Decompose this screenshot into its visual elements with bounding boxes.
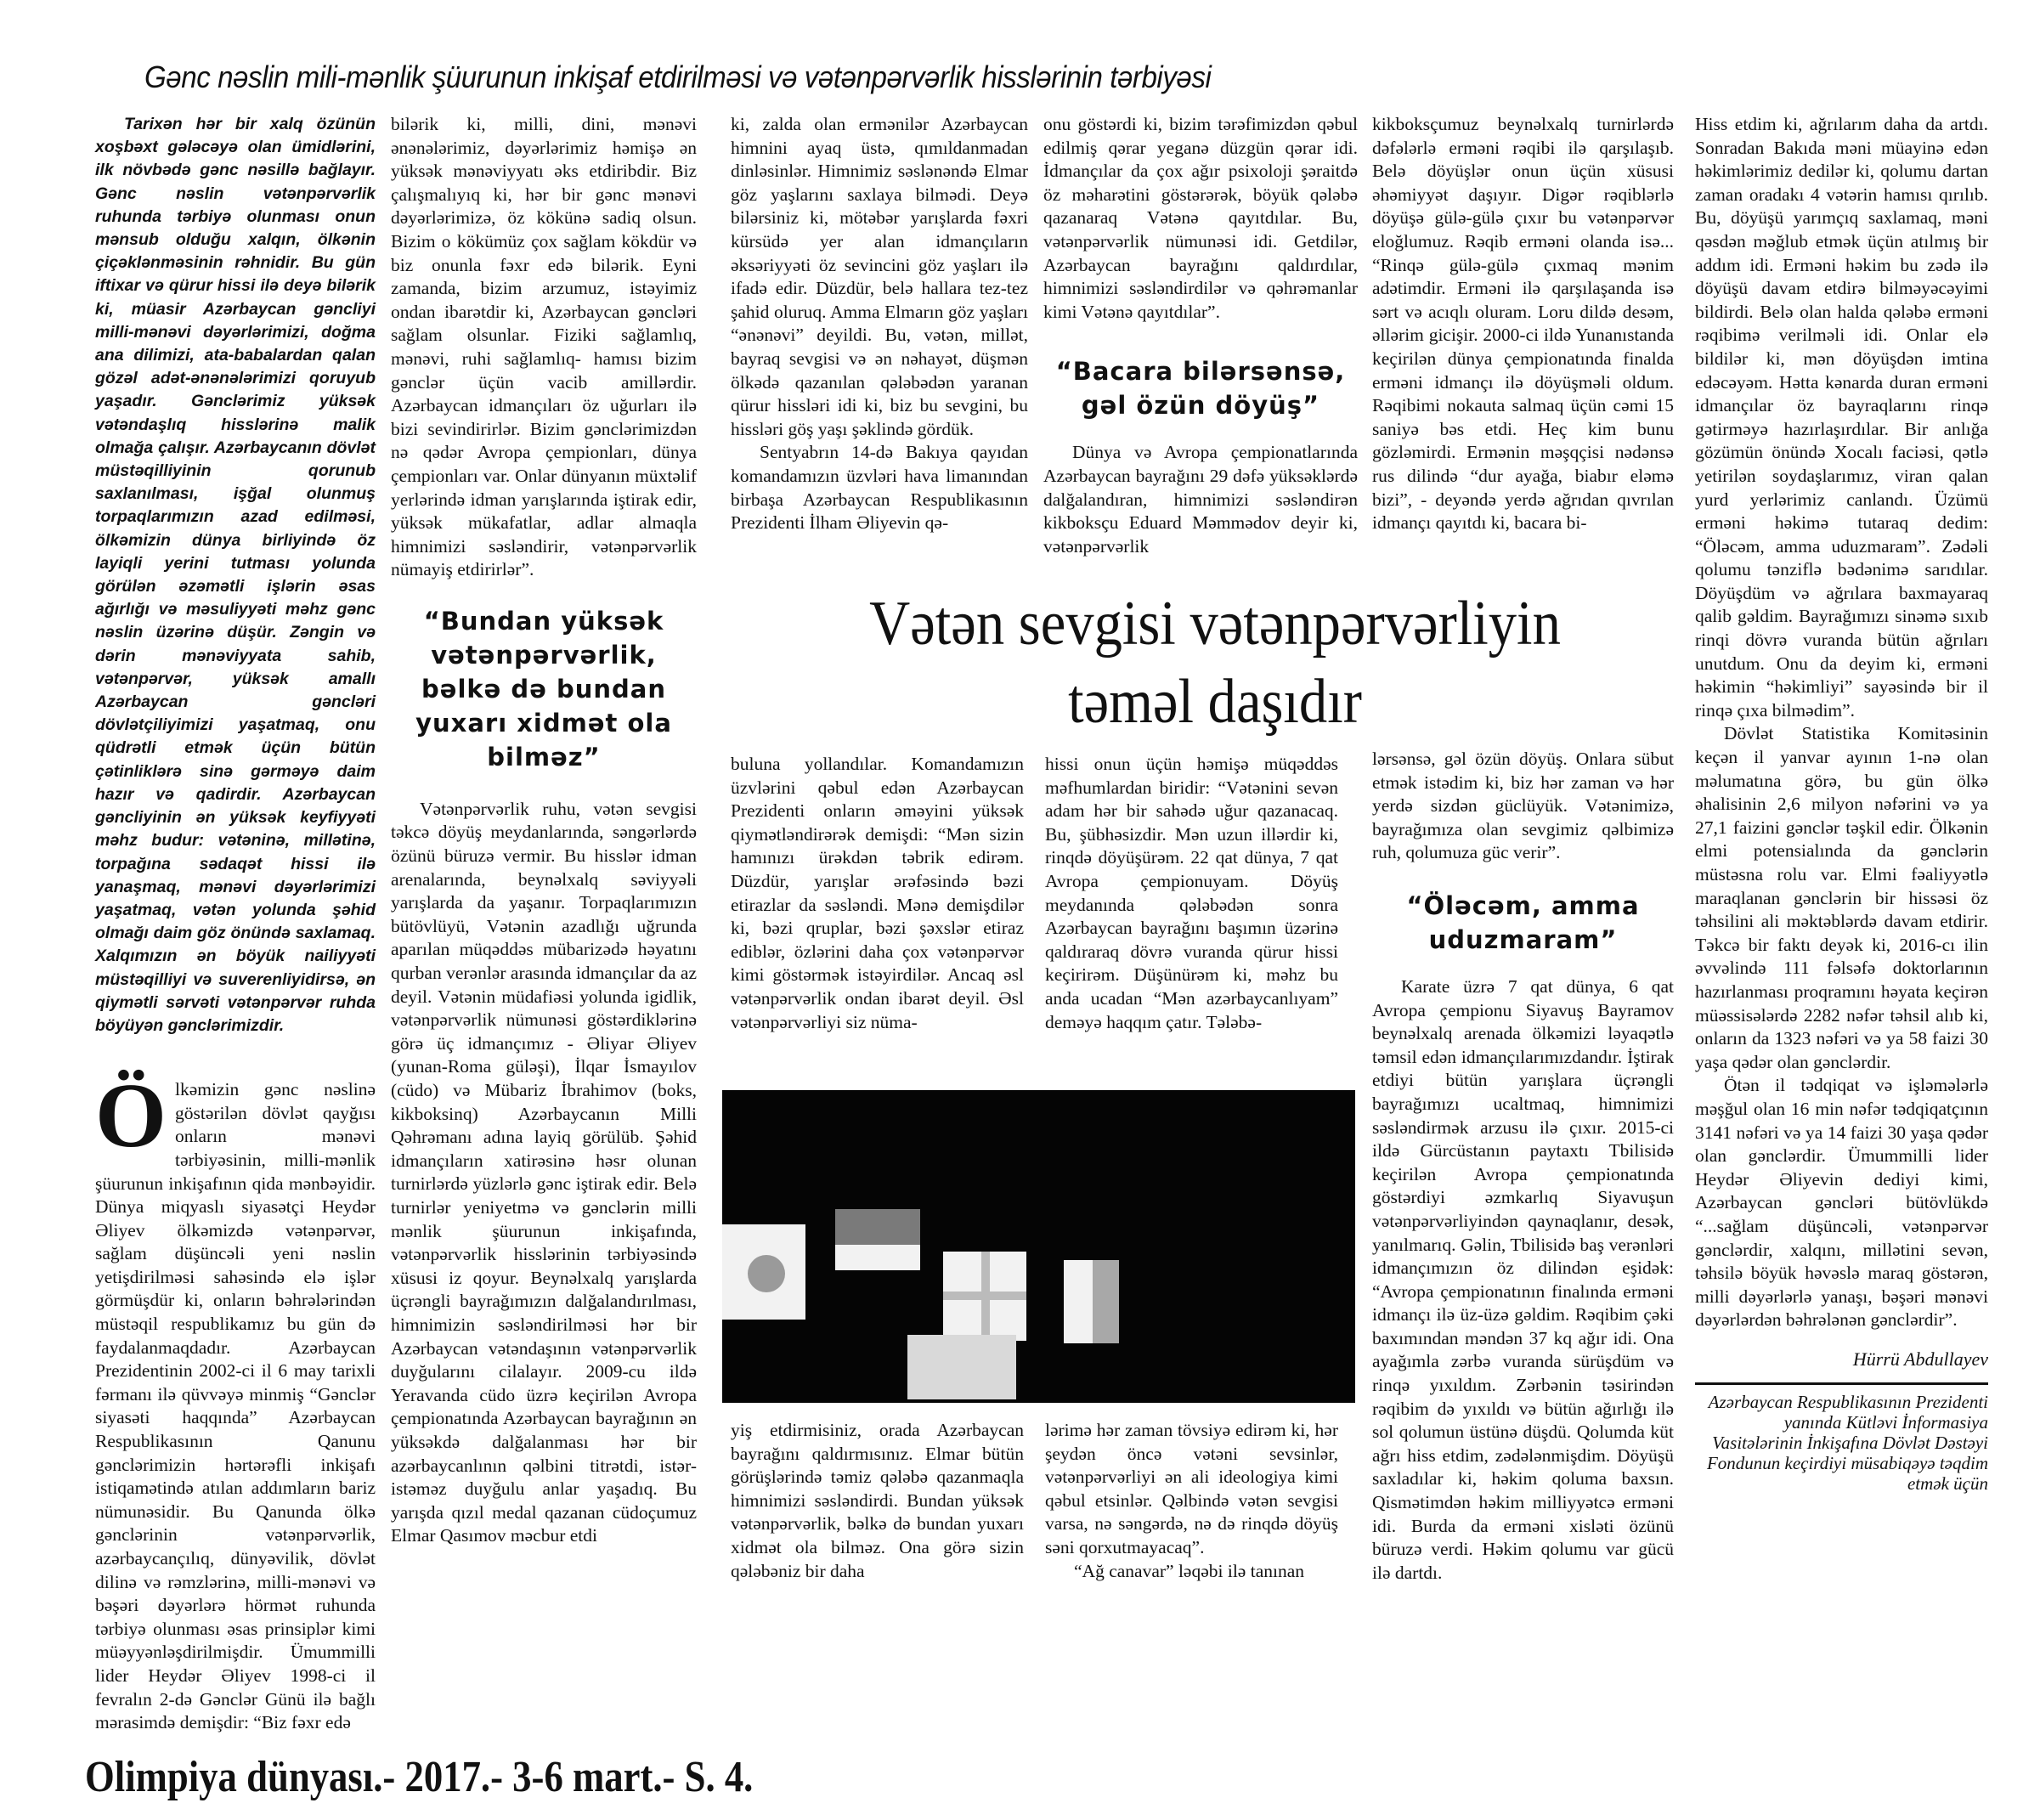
statistics-paragraph: Dövlət Statistika Komitəsinin keçən il yanvar ayının 1-nə olan məlumatına görə, bu gün ölkə əhalisinin 2,6 milyon nəfərini və ya 27,1 faizini gənclər təşkil edir. Ölkənin elmi potensialında da gənclərin müstəsna rolu var. Elmi fəaliyyətlə maraqlanan gənclərin bir hissəsi öz təhsilini ali məktəblərdə davam etdirir. Təkcə bir faktı deyək ki, 2016-cı ilin əvvəlində 111 fəlsəfə doktorlarının hazırlanması proqramını həyata keçirən müəssisələrdə 2282 nəfər təhsil alıb ki, onların da 1323 nəfəri və ya 58 faizi 30 yaşa qədər olan gənclərdir. bbox=[1695, 723, 1988, 1072]
column-5-lower bbox=[1372, 748, 1674, 1585]
intro-paragraph: Tarixən hər bir xalq özünün xoşbəxt gələcəyə olan ümidlərini, ilk növbədə gənc nəsillə bağlayır. Gənc nəslin vətənpərvərlik ruhunda tərbiyə olunması onun mənsub olduğu xalqın, ölkənin çiçəklənməsinin rəhnidir. Bu gün iftixar və qürur hissi ilə deyə bilərik ki, müasir Azərbaycan gəncliyi milli-mənəvi dəyərlərimizi, doğma ana dilimizi, ata-babalardan qalan gözəl adət-ənənələrimizi qoruyub yaşadır. Gənclərimiz yüksək vətəndaşlıq hisslərinə malik olmağa çalışır. Azərbaycanın dövlət müstəqilliyinin qorunub saxlanılması, işğal olunmuş torpaqlarımızın azad edilməsi, ölkəmizin dünya birliyində öz layiqli yerini tutması yolunda görülən əzəmətli işlərin əsas ağırlığı və məsuliyyəti məhz gənc nəslin üzərinə düşür. Zəngin və dərin mənəviyyata sahib, vətənpərvər, yüksək amallı Azərbaycan gəncləri dövlətçiliyimizi yaşatmaq, onu qüdrətli etmək üçün bütün çətinliklərə sinə gərməyə daim hazır və qadirdir. Azərbaycan gəncliyinin ən yüksək keyfiyyəti məhz budur: vətəninə, millətinə, torpağına sədaqət hissi ilə yanaşmaq, mənəvi dəyərlərimizi yaşatmaq, vətən yolunda şəhid olmağı daim göz önündə saxlamaq. Xalqımızın ən böyük nailiyyəti müstəqilliyi və suverenliyidirsə, ən qiymətli sərvəti vətənpərvər ruhda böyüyən gənclərimizdir. bbox=[95, 115, 376, 1035]
flag-azerbaijan-mid bbox=[835, 1245, 920, 1270]
column-5-body: Karate üzrə 7 qat dünya, 6 qat Avropa çempionu Siyavuş Bayramov beynəlxalq arenada ölkəmizi ləyaqətlə təmsil edən idmançılarımızdandır. İştirak etdiyi bütün yarışlara üçrəngli bayrağımızı ucaltmaq, himnimizi səsləndirmək arzusu ilə çıxır. 2015-ci ildə Gürcüstanın paytaxtı Tbilisidə keçirilən Avropa çempionatında göstərdiyi əzmkarlıq Siyavuşun vətənpərvərliyindən qaynaqlanır, desək, yanılmarıq. Gəlin, Tbilisidə baş verənləri idmançımızın öz dilindən eşidək: “Avropa çempionatının finalında erməni idmançı ilə üz-üzə gəldim. Rəqibim çəki baxımından məndən 37 kq ağır idi. Ona ayağımla zərbə vuranda sürüşdüm və rinqə yıxıldım. Zərbənin təsirindən rəqibim də yıxıldı və bütün ağırlığı ilə sol qolumun üstünə düşdü. Qolumda küt ağrı hiss etdim, zədələnmişdim. Döyüşü saxladılar ki, həkim qoluma baxsın. Qismətimdən həkim milliyyətcə erməni idi. Burda da erməni xisləti özünü büruzə verdi. Həkim qolumu var gücü ilə dartdı. bbox=[1372, 975, 1674, 1583]
column-4-top2-text: Dünya və Avropa çempionatlarında Azərbaycan bayrağını 29 dəfə yüksəklərdə dalğalandıran, himnimizi səsləndirən kikboksçu Eduard Məmmədov deyir ki, vətənpərvərlik bbox=[1043, 442, 1358, 557]
column-4-mid bbox=[1045, 753, 1338, 1034]
author-byline: Hürrü Abdullayev bbox=[1852, 1348, 1988, 1370]
footer-area bbox=[0, 1752, 2040, 1802]
column-4-top-text: onu göstərdi ki, bizim tərəfimizdən qəbul edilmiş qərar yeganə düzgün qərar idi. İdmançılar da çox ağır psixoloji şəraitdə öz məharətini göstərərək, böyük qələbə qazanaraq Vətənə qayıtdılar. Bu, vətənpərvərlik nümunəsi idi. Getdilər, Azərbaycan bayrağını qaldırdılar, himnimizi səsləndirdilər və qəhrəmanlar kimi Vətənə qayıtdılar”. bbox=[1043, 114, 1358, 322]
column-3-bottom bbox=[731, 1419, 1024, 1583]
subheading-olerem-amma-uduzmaram: “Öləcəm, amma uduzmaram” bbox=[1406, 890, 1640, 954]
column-1-body: lkəmizin gənc nəslinə göstərilən dövlət qayğısı onların mənəvi tərbiyəsinin, milli-mənlik şüurunun inkişafının qida mənbəyidir. Dünya miqyaslı siyasətçi Heydər Əliyev ölkəmizdə vətənpərvər, sağlam düşüncəli yeni nəslin yetişdirilməsi sahəsində elə işlər görmüşdür ki, onların bəhrələrindən müstəqil respublikamız bu gün də faydalanmaqdadır. Azərbaycan Prezidentinin 2002-ci il 6 may tarixli fərmanı ilə qüvvəyə minmiş “Gənclər siyasəti haqqında” Azərbaycan Respublikasının Qanunu gənclərimizin hərtərəfli inkişafı istiqamətində atılan addımların bariz nümunəsidir. Bu Qanunda ölkə gənclərinin vətənpərvərlik, azərbaycançılıq, dünyəvilik, dövlət dilinə və rəmzlərinə, milli-mənəvi və bəşəri dəyərlərə hörmət ruhunda tərbiyə olunması əsas prinsiplər kimi müəyyənləşdirilmişdir. Ümummilli lider Heydər Əliyev 1998-ci il fevralın 2-də Gənclər Günü ilə bağlı mərasimdə demişdir: “Biz fəxr edə bbox=[95, 1079, 376, 1733]
column-5-top bbox=[1372, 113, 1674, 535]
column-3-top2-text: Sentyabrın 14-də Bakıya qayıdan komandamızın üzvləri hava limanından birbaşa Azərbaycan Respublikasının Prezidenti İlham Əliyevin qə- bbox=[731, 442, 1028, 534]
column-3-top bbox=[731, 113, 1028, 535]
flag-cross-h bbox=[943, 1292, 1026, 1300]
credit-divider bbox=[1695, 1382, 1988, 1385]
source-citation: Olimpiya dünyası.- 2017.- 3-6 mart.- S. 4. bbox=[85, 1753, 754, 1801]
column-2-top: bilərik ki, milli, dini, mənəvi ənənələrimiz, dəyərlərimiz həmişə ən yüksək mənəviyyatı əks etdiribdir. Biz çalışmalıyıq ki, hər bir gənc mənəvi dəyərlərimizə, öz kökünə sadiq olsun. Bizim o kökümüz çox sağlam kökdür və biz onunla fəxr edə bilərik. Eyni zamanda, bizim arzumuz, istəyimiz ondan ibarətdir ki, Azərbaycan gəncləri sağlam olsunlar. Fiziki sağlamlıq, mənəvi, ruhi sağlamlıq- hamısı bizim gənclər üçün vacib amillərdir. Azərbaycan idmançıları öz uğurları ilə bizi sevindirirlər. Bizim gənclərimizdən nə qədər Avropa çempionları, dünya çempionları var. Onlar dünyanın müxtəlif yerlərində idman yarışlarında iştirak edir, yüksək mükafatlar, adlar almaqla himnimizi səsləndirir, vətənpərvərlik nümayiş etdirirlər”. bbox=[391, 114, 697, 580]
flag-stripe bbox=[1093, 1260, 1119, 1343]
flags-photo bbox=[722, 1090, 1355, 1403]
flag-lower bbox=[907, 1335, 1016, 1399]
column-4-top bbox=[1043, 113, 1358, 558]
flag-circle bbox=[748, 1255, 785, 1292]
column-4-bottom-text: lərimə hər zaman tövsiyə edirəm ki, hər şeydən öncə vətəni sevsinlər, vətənpərvərliyi ən ali ideologiya kimi qəbul etsinlər. Qəlbində vətən sevgisi varsa, nə səngərdə, nə də rinqdə döyüş səni qorxutmayacaq”. bbox=[1045, 1420, 1338, 1557]
headline-line-1: Vətən sevgisi vətənpərvərliyin bbox=[869, 589, 1561, 658]
flag-right bbox=[1064, 1260, 1119, 1343]
main-headline bbox=[810, 585, 1620, 741]
kicker-headline: Gənc nəslin mili-mənlik şüurunun inkişaf etdirilməsi və vətənpərvərlik hisslərinin tərbiyəsi bbox=[144, 59, 1212, 94]
column-6-top: Hiss etdim ki, ağrılarım daha da artdı. Sonradan Bakıda məni müayinə edən həkimlərimiz dedilər ki, qolumu dartan zaman oradakı 4 vətərin hamısı qırılıb. Bu, döyüşü yarımçıq saxlamaq, məni qəsdən məğlub etmək üçün atılmış bir addım idi. Erməni həkim bu zədə ilə döyüşü davam etdirə bilməyəcəyimi bildirdi. Belə olan halda qələbə erməni rəqibimə verilməli idi. Onlar elə bildilər ki, mən döyüşdən imtina edəcəyəm. Hətta kənarda duran erməni idmançılar öz bayraqlarını rinqə gətirməyə hazırlaşırdılar. Bir anlığa gözümün önündə Xocalı faciəsi, qətlə yetirilən soydaşlarımız, viran qalan yurd yerlərimiz canlandı. Üzümü erməni həkimə tutaraq dedim: “Öləcəm, amma uduzmaram”. Zədəli qolumu tənziflə bədənimə sarıdılar. Döyüşdüm və ağrılara baxmayaraq qalib gəldim. Bayrağımızı sinəmə sıxıb rinqi dövrə vuranda bütün ağrıları unutdum. Onu da deyim ki, erməni həkimin “həkimliyi” sayəsində bir il rinqə çıxa bilmədim”. bbox=[1695, 114, 1988, 721]
flag-azerbaijan-top bbox=[835, 1209, 920, 1245]
subheading-bacara-bilersense: “Bacara bilərsənsə, gəl özün döyüş” bbox=[1055, 357, 1346, 421]
column-6 bbox=[1695, 113, 1988, 1494]
column-1 bbox=[95, 113, 376, 1735]
column-5-top-text: kikboksçumuz beynəlxalq turnirlərdə dəfələrlə erməni rəqibi ilə qarşılaşıb. Belə döyüşlər onun üçün xüsusi əhəmiyyət daşıyır. Digər rəqiblərlə döyüşə gülə-gülə çıxır bu vətənpərvər eloğlumuz. Rəqib erməni olanda isə... “Rinqə gülə-gülə çıxmaq mənim adətimdir. Erməni ilə qarşılaşanda isə sərt və acıqlı oluram. Loru dildə desəm, əllərim gicişir. 2000-ci ildə Yunanıstanda keçirilən dünya çempionatında finalda erməni idmançı ilə döyüşməli oldum. Rəqibimi nokauta salmaq üçün cəmi 15 saniyə bəs etdi. Heç kim bunu gözləmirdi. Ermənin məşqçisi nədənsə rus dilində “dur ayağa, biabır eləmə bizi”, - deyəndə yerdə ağrıdan qıvrılan idmançı qayıtdı ki, bacara bi- bbox=[1372, 114, 1674, 534]
column-4-mid-text: hissi onun üçün həmişə müqəddəs məfhumlardan biridir: “Vətənini sevən adam hər bir sahədə uğur qazanacaq. Bu, şübhəsizdir. Mən uzun illərdir ki, rinqdə döyüşürəm. 22 qat dünya, 7 qat Avropa çempionuyam. Döyüş meydanında qələbədən sonra Azərbaycan bayrağını başımın üzərinə qaldıraraq dövrə vuranda qürur hissi keçirirəm. Düşünürəm ki, məhz bu anda ucadan “Mən azərbaycanlıyam” deməyə haqqım çatır. Tələbə- bbox=[1045, 754, 1338, 1032]
flag-georgia bbox=[943, 1252, 1026, 1341]
headline-line-2: təməl daşıdır bbox=[1068, 667, 1362, 737]
column-3-top-text: ki, zalda olan ermənilər Azərbaycan himnini ayaq üstə, qımıldanmadan dinləsinlər. Himnimiz səslənəndə Elmar göz yaşlarını saxlaya bilmədi. Deyə bilərsiniz ki, mötəbər yarışlarda fəxri kürsüdə yer alan idmançıların əksəriyyəti öz sevincini göz yaşları ilə ifadə edir. Düzdür, belə hallara tez-tez şahid oluruq. Amma Elmarın göz yaşları “ənənəvi” deyildi. Bu, vətən, millət, bayraq sevgisi və ən nəhayət, düşmən ölkədə qazanılan qələbədən yaranan qürur hissləri idi ki, biz bu sevgini, bu hissləri göş yaşı şəklində gördük. bbox=[731, 114, 1028, 439]
subheading-bundan-yuksek: “Bundan yüksək vətənpərvərlik, bəlkə də bundan yuxarı xidmət ola bilməz” bbox=[415, 606, 672, 772]
competition-credit: Azərbaycan Respublikasının Prezidenti yanında Kütləvi İnformasiya Vasitələrinin İnkişafına Dövlət Dəstəyi Fondunun keçirdiyi müsabiqəyə təqdim etmək üçün bbox=[1706, 1392, 1988, 1495]
column-3-mid bbox=[731, 753, 1024, 1034]
column-2-body: Vətənpərvərlik ruhu, vətən sevgisi təkcə döyüş meydanlarında, səngərlərdə özünü büruzə vermir. Bu hisslər idman arenalarında, beynəlxalq səviyyəli yarışlarda da yaşanır. Torpaqlarımızın bütövlüyü, Vətənin azadlığı uğrunda aparılan müqəddəs mübarizədə həyatını qurban verənlər arasında idmançılar da az deyil. Vətənin müdafiəsi yolunda igidlik, vətənpərvərlik nümunəsi göstərdiklərinə görə üç idmançımız - Əliyar Əliyev (yunan-Roma güləşi), İlqar İsmayılov (cüdo) və Mübariz İbrahimov (boks, kikboksinq) Azərbaycanın Milli Qəhrəmanı adına layiq görülüb. Şəhid idmançıların xatirəsinə həsr olunan turnirlərdə yüzlərlə gənc iştirak edir. Belə turnirlər yeniyetmə və gənclərin milli mənlik şüurunun inkişafında, vətənpərvərlik hisslərinin tərbiyəsində xüsusi iz qoyur. Beynəlxalq yarışlarda üçrəngli bayrağımızın dalğalandırılması, himnimizin səsləndirilməsi hər bir Azərbaycan vətəndaşının vətənpərvərlik duyğularını cilalayır. 2009-cu ildə Yeravanda cüdo üzrə keçirilən Avropa çempionatında Azərbaycan bayrağının ən yüksəkdə dalğalanması hər bir azərbaycanlının qəlbini titrətdi, istər-istəməz duyğulu anlar yaşadıq. Bu yarışda qızıl medal qazanan cüdoçumuz Elmar Qasımov məcbur etdi bbox=[391, 798, 697, 1546]
column-3-mid-text: buluna yollandılar. Komandamızın üzvlərini qəbul edən Azərbaycan Prezidenti onların əməyini yüksək qiymətləndirərək demişdi: “Mən sizin hamınızı ürəkdən təbrik edirəm. Düzdür, yarışlar ərəfəsində bəzi etirazlar da səsləndi. Mənə demişdilər ki, bəzi qruplar, bəzi şəxslər etiraz ediblər, özlərini daha çox vətənpərvər kimi göstərmək istəyirdilər. Ancaq əsl vətənpərvərlik ondan ibarət deyil. Əsl vətənpərvərliyi siz nüma- bbox=[731, 754, 1024, 1032]
column-4-bottom2-text: “Ağ canavar” ləqəbi ilə tanınan bbox=[1074, 1560, 1304, 1581]
column-2 bbox=[391, 113, 697, 1548]
research-paragraph: Ötən il tədqiqat və işləmələrlə məşğul olan 16 min nəfər tədqiqatçının 3141 nəfəri və ya 14 faizi 30 yaşa qədər olan gənclərdir. Ümummilli lider Heydər Əliyevin dediyi kimi, Azərbaycan gəncləri bütövlükdə “...sağlam düşüncəli, vətənpərvər gənclərdir, xalqını, millətini sevən, təhsilə böyük həvəslə maraq göstərən, milli dəyərlərlə yanaşı, bəşəri mənəvi dəyərlərdən bəhrələnən gənclərdir”. bbox=[1695, 1075, 1988, 1331]
flag-japan bbox=[722, 1224, 805, 1320]
dropcap-letter: Ö bbox=[95, 1065, 167, 1167]
column-3-bottom-text: yiş etdirmisiniz, orada Azərbaycan bayrağını qaldırmısınız. Elmar bütün görüşlərində təmiz qələbə qazanmaqla himnimizi səsləndirdi. Bundan yüksək vətənpərvərlik, bəlkə də bundan yuxarı xidmət ola bilməz. Ona görə sizin qələbəniz bir daha bbox=[731, 1420, 1024, 1581]
column-5-mid-text: lərsənsə, gəl özün döyüş. Onlara sübut etmək istədim ki, biz hər zaman və hər yerdə sizdən güclüyük. Vətənimizə, bayrağımıza olan sevgimiz qəlbimizə ruh, qolumuza güc verir”. bbox=[1372, 749, 1674, 863]
column-4-bottom bbox=[1045, 1419, 1338, 1583]
dropcap-paragraph bbox=[95, 1065, 376, 1735]
